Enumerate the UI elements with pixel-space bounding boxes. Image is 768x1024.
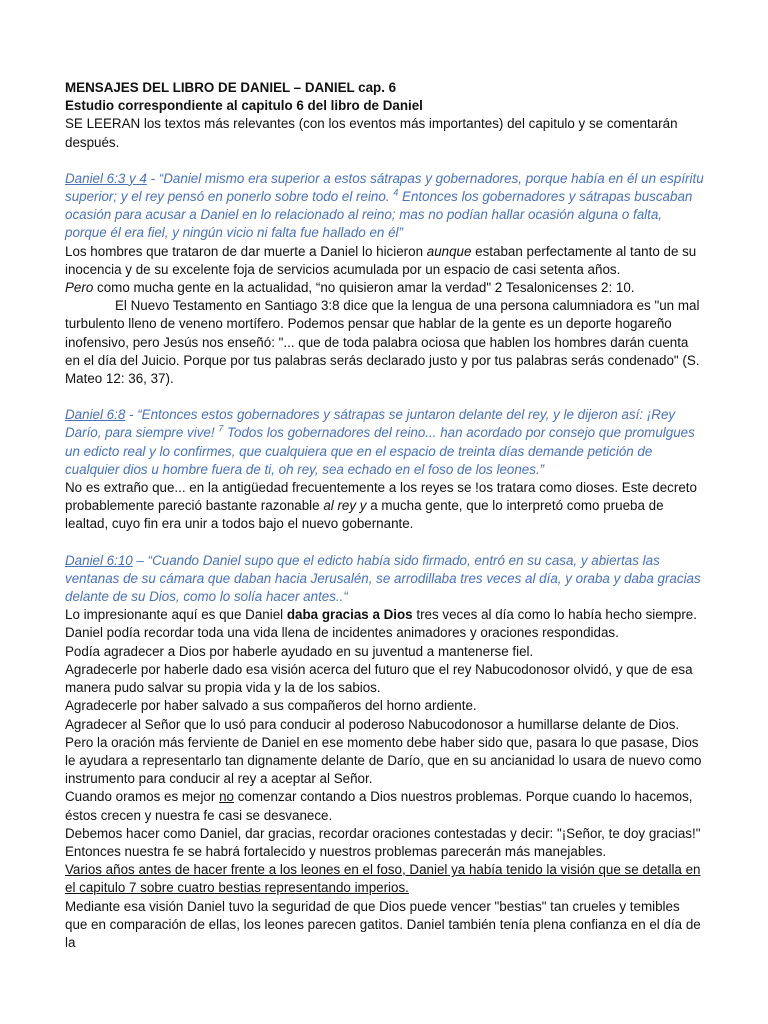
- spacer: [65, 152, 705, 170]
- spacer: [65, 388, 705, 406]
- quote-text: – “Cuando Daniel supo que el edicto había sido firmado, entró en su casa, y abiertas las ventanas de su cámara que daban hacia Jerusalén, se arrodillaba tres veces al día, y oraba y daba gracias delante de su Dios, como lo solía hacer antes..“: [65, 552, 701, 605]
- scripture-quote-daniel-6-3: [65, 170, 705, 243]
- text-run: Cuando oramos es mejor: [65, 789, 220, 805]
- spacer: [65, 534, 705, 552]
- text-run: Lo impresionante aquí es que Daniel: [65, 607, 287, 623]
- text-run: estaban perfectamente al tanto de su inocencia y de su excelente foja de servicios acumulada por un espacio de casi setenta años.: [65, 243, 697, 277]
- text-run: Los hombres que trataron de dar muerte a Daniel lo hicieron: [65, 243, 427, 259]
- document-body: [65, 79, 705, 952]
- commentary-paragraph: El Nuevo Testamento en Santiago 3:8 dice que la lengua de una persona calumniadora es "un mal turbulento lleno de veneno mortífero. Podemos pensar que hablar de la gente es un deporte hogareño inofensivo, pero Jesús nos enseñó: "... que de toda palabra ociosa que hablen los hombres darán cuenta en el día del Juicio. Porque por tus palabras serás declarado justo y por tus palabras serás condenado" (S. Mateo 12: 36, 37).: [65, 298, 700, 387]
- commentary-paragraph: Agradecer al Señor que lo usó para conducir al poderoso Nabucodonosor a humillarse delante de Dios.: [65, 716, 680, 732]
- commentary-paragraph: Pero la oración más ferviente de Daniel en ese momento debe haber sido que, pasara lo que pasase, Dios le ayudara a representarlo tan dignamente delante de Darío, que en su ancianidad lo usara de nuevo como instrumento para conducir al rey a aceptar al Señor.: [65, 734, 702, 787]
- text-run-italic: aunque: [426, 243, 472, 259]
- scripture-reference-link[interactable]: Daniel 6:10: [65, 552, 133, 568]
- quote-text: - “Entonces estos gobernadores y sátrapas se juntaron delante del rey, y le dijeron así: ¡Rey Darío, para siempre vive!: [65, 407, 676, 441]
- text-run-italic: al rey y: [323, 498, 367, 514]
- scripture-quote-daniel-6-8: [65, 406, 705, 479]
- scripture-quote-daniel-6-10: [65, 552, 705, 607]
- text-run-underlined: no: [219, 789, 234, 805]
- quote-text: - “Daniel mismo era superior a estos sátrapas y gobernadores, porque había en él un espíritu superior; y el rey pensó en ponerlo sobre todo el reino.: [65, 170, 704, 205]
- text-run: a mucha gente, que lo interpretó como prueba de lealtad, cuyo fin era unir a todos bajo el nuevo gobernante.: [65, 498, 664, 532]
- scripture-reference-link[interactable]: Daniel 6:8: [65, 407, 126, 423]
- scripture-reference-link[interactable]: Daniel 6:3 y 4: [65, 170, 147, 186]
- commentary-paragraph: [65, 788, 705, 824]
- commentary-paragraph: [65, 279, 705, 297]
- commentary-paragraph: Daniel podía recordar toda una vida llena de incidentes animadores y oraciones respondidas.: [65, 625, 619, 641]
- commentary-paragraph: Debemos hacer como Daniel, dar gracias, recordar oraciones contestadas y decir: "¡Señor, te doy gracias!" Entonces nuestra fe se habrá fortalecido y nuestros problemas parecerán más manejables.: [65, 825, 701, 859]
- commentary-paragraph: Podía agradecer a Dios por haberle ayudado en su juventud a mantenerse fiel.: [65, 643, 534, 659]
- verse-number: 7: [218, 423, 224, 434]
- commentary-paragraph: Agradecerle por haberle dado esa visión acerca del futuro que el rey Nabucodonosor olvidó, y que de esa manera pudo salvar su propia vida y la de los sabios.: [65, 661, 693, 696]
- document-subtitle: Estudio correspondiente al capitulo 6 del libro de Daniel: [65, 98, 423, 114]
- text-run: tres veces al día como lo había hecho siempre.: [412, 607, 697, 623]
- commentary-paragraph: Agradecerle por haber salvado a sus compañeros del horno ardiente.: [65, 698, 477, 714]
- commentary-paragraph: [65, 243, 705, 279]
- commentary-paragraph-underlined: Varios años antes de hacer frente a los leones en el foso, Daniel ya había tenido la visión que se detalla en el capitulo 7 sobre cuatro bestias representando imperios.: [65, 862, 701, 896]
- document-title: MENSAJES DEL LIBRO DE DANIEL – DANIEL cap. 6: [65, 80, 397, 95]
- text-run-italic: Pero: [65, 280, 94, 296]
- text-run: comenzar contando a Dios nuestros problemas. Porque cuando lo hacemos, éstos crecen y nuestra fe casi se desvanece.: [65, 789, 693, 823]
- text-run: como mucha gente en la actualidad, “no quisieron amar la verdad" 2 Tesalonicenses 2: 10.: [93, 280, 635, 296]
- intro-paragraph: SE LEERAN los textos más relevantes (con los eventos más importantes) del capitulo y se comentarán después.: [65, 116, 678, 150]
- quote-text: Todos los gobernadores del reino... han acordado por consejo que promulgues un edicto real y lo confirmes, que cualquiera que en el espacio de treinta días demande petición de cualquier dios u hombre fuera de ti, oh rey, sea echado en el foso de los leones.”: [65, 425, 695, 477]
- verse-number: 4: [393, 187, 399, 198]
- commentary-paragraph: Mediante esa visión Daniel tuvo la seguridad de que Dios puede vencer "bestias" tan crueles y temibles que en comparación de ellas, los leones parecen gatitos. Daniel también tenía plena confianza en el día de la: [65, 898, 701, 950]
- commentary-paragraph: [65, 479, 705, 534]
- quote-text: Entonces los gobernadores y sátrapas buscaban ocasión para acusar a Daniel en lo relacionado al reino; mas no podían hallar ocasión alguna o falta, porque él era fiel, y ningún vicio ni falta fue hallado en él”: [65, 189, 693, 241]
- commentary-paragraph: [65, 606, 705, 624]
- text-run-bold: daba gracias a Dios: [286, 607, 413, 623]
- text-run: No es extraño que... en la antigüedad frecuentemente a los reyes se !os tratara como dioses. Este decreto probablemente pareció bastante razonable: [65, 480, 697, 514]
